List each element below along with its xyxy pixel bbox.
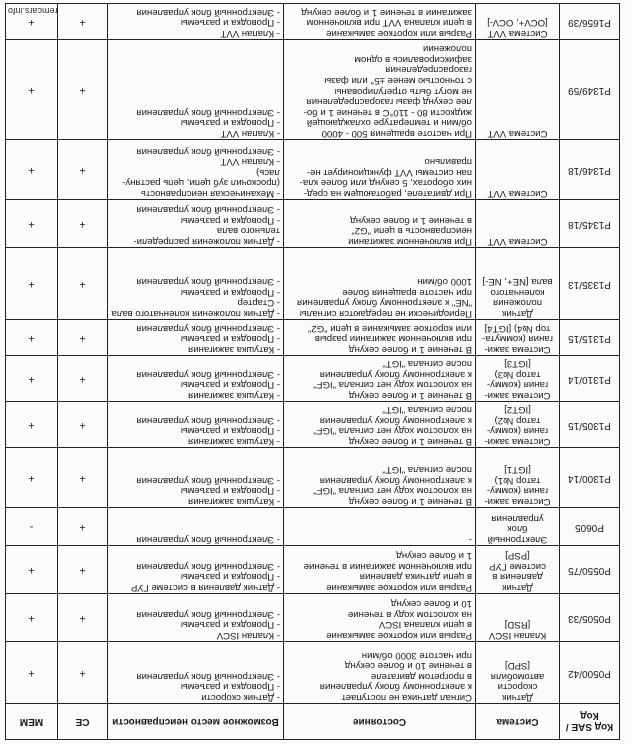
cell-condition-line: -	[468, 534, 472, 545]
cell-mem: +	[6, 200, 58, 248]
cell-failure-area-line: - Проводка и разъемы	[180, 286, 280, 298]
cell-failure-area-line: - Электронный блок управления	[136, 106, 280, 118]
cell-condition-line: на холостом ходу нет сигнала "IGF"	[313, 379, 472, 391]
cell-condition-line: в прогретом двигателе	[370, 670, 472, 682]
cell-system-line: гания (коммута-	[482, 333, 553, 345]
cell-failure-area-line: - Электронный блок управления	[136, 6, 280, 18]
cell-condition-line: жидкости 80 - 110°C в течение 1 и бо-	[303, 106, 472, 118]
table-row	[6, 4, 620, 40]
cell-condition-line: к электронному блоку управления	[319, 681, 472, 693]
cell-system-line: Система зажи-	[484, 390, 551, 401]
header-failure-area: Возможное место неисправности	[108, 704, 284, 740]
cell-condition-line: 1 и более секунд	[396, 550, 472, 562]
cell-failure-area-line: - Проводка и разъемы	[180, 17, 280, 29]
cell-failure-area-line: - Электронный блок управления	[136, 474, 280, 486]
cell-failure-area-line: - Проводка и разъемы	[180, 681, 280, 693]
cell-mem: +	[6, 140, 58, 200]
cell-failure-area-line: - Электронный блок управления	[136, 608, 280, 620]
cell-condition-line: после сигнала "IGT"	[382, 464, 472, 476]
cell-failure-area-line: - Электронный блок управления	[136, 368, 280, 380]
cell-failure-area-line: - Клапан VVT	[220, 28, 280, 39]
cell-failure-area	[108, 248, 284, 320]
cell-system-line: вала [NE+, NE-]	[482, 276, 553, 288]
table-body	[6, 4, 620, 704]
cell-failure-area	[108, 546, 284, 594]
cell-system-line: татор №1)	[494, 474, 541, 486]
cell-mem: +	[6, 4, 58, 40]
cell-system-line: коленчатого	[490, 286, 545, 298]
cell-failure-area	[108, 642, 284, 704]
cell-failure-area-line: - Проводка и разъемы	[180, 425, 280, 437]
cell-system-line: тор №4) [IGT4]	[484, 322, 551, 334]
cell-system-line: скорости	[497, 681, 538, 693]
cell-condition-line: При частоте вращения 500 - 4000	[321, 128, 472, 139]
cell-failure-area-line: - Стартер	[237, 297, 280, 309]
cell-failure-area-line: - Проводка и разъемы	[180, 333, 280, 345]
cell-condition-line: Разрыв или короткое замыкание	[326, 582, 472, 593]
cell-failure-area-line: - Электронный блок управления	[136, 276, 280, 288]
cell-ce: +	[58, 140, 108, 200]
cell-condition-line: к электронному блоку управления	[319, 368, 472, 380]
cell-condition-line: на холостом ходу в течение	[347, 608, 472, 620]
cell-system-line: [RSD]	[504, 619, 531, 631]
cell-failure-area	[108, 356, 284, 402]
table-row	[6, 320, 620, 356]
cell-system-line: [IGT1]	[504, 464, 531, 476]
cell-system-line: Система зажи-	[484, 436, 551, 447]
header-code: Код SAE / Код	[560, 704, 620, 740]
cell-system-line: Датчик	[502, 308, 533, 319]
cell-failure-area-line: - Клапан VVT	[220, 156, 280, 168]
cell-system	[476, 508, 560, 546]
cell-ce: +	[58, 594, 108, 642]
cell-failure-area-line: - Датчик положения распредели-	[133, 236, 280, 247]
cell-system-line: Система зажи-	[484, 496, 551, 507]
cell-system	[476, 402, 560, 448]
cell-ce: +	[58, 4, 108, 40]
cell-failure-area-line: - Клапан VVT	[220, 128, 280, 139]
table-row	[6, 402, 620, 448]
cell-condition-line: положении	[422, 43, 472, 55]
cell-code: P1315/15	[560, 320, 620, 356]
cell-condition-line: зажигании в течение 1 и более секунд	[301, 6, 472, 18]
cell-condition-line: в цепи клапана VVT при включенном	[306, 17, 472, 29]
cell-condition-line: пан системы VVT функционирует не-	[306, 166, 472, 178]
cell-system-line: [SPD]	[504, 660, 531, 672]
cell-condition	[284, 140, 476, 200]
cell-failure-area-line: тельного вала	[216, 225, 280, 237]
cell-failure-area	[108, 594, 284, 642]
cell-failure-area-line: - Катушка зажигания	[188, 390, 280, 401]
cell-failure-area-line: - Электронный блок управления	[136, 204, 280, 216]
cell-code: P1345/18	[560, 200, 620, 248]
cell-system	[476, 320, 560, 356]
cell-condition	[284, 4, 476, 40]
cell-system-line: [PSP]	[505, 550, 530, 562]
cell-condition-line: в течение 10 и более секунд	[344, 660, 472, 672]
cell-condition-line: после сигнала "IGT"	[382, 404, 472, 416]
cell-system-line: Система VVT	[487, 28, 548, 39]
cell-system-line: Система VVT	[487, 188, 548, 199]
cell-condition-line: 1000 об/мин	[417, 276, 472, 288]
cell-system-line: татор №3)	[494, 368, 541, 380]
cell-ce: +	[58, 508, 108, 546]
cell-failure-area-line: - Клапан ISCV	[216, 630, 280, 641]
header-system: Система	[476, 704, 560, 740]
cell-system	[476, 642, 560, 704]
cell-condition-line: после сигнала "IGT"	[382, 358, 472, 370]
cell-condition-line: лее секунд фазы газораспределения	[306, 96, 472, 108]
cell-code: P0500/42	[560, 642, 620, 704]
cell-condition-line: Периодически не передаются сигналы	[299, 308, 472, 319]
cell-system	[476, 248, 560, 320]
cell-failure-area-line: - Датчик положения коленчатого вала	[111, 308, 280, 319]
table-row	[6, 356, 620, 402]
cell-condition-line: в цепи датчика давления	[359, 571, 472, 583]
cell-condition	[284, 40, 476, 140]
cell-system-line: Система зажи-	[484, 344, 551, 355]
cell-mem: +	[6, 356, 58, 402]
cell-condition-line: на холостом ходу нет сигнала "IGF"	[313, 425, 472, 437]
cell-code: P0550/75	[560, 546, 620, 594]
cell-code: P1346/18	[560, 140, 620, 200]
cell-ce: +	[58, 248, 108, 320]
cell-mem: +	[6, 402, 58, 448]
cell-condition	[284, 320, 476, 356]
cell-ce: +	[58, 546, 108, 594]
cell-condition	[284, 508, 476, 546]
cell-system-line: автомобиля	[490, 670, 545, 682]
cell-failure-area-line: - Проводка и разъемы	[180, 571, 280, 583]
cell-failure-area-line: - Электронный блок управления	[136, 414, 280, 426]
cell-condition-line: к электронному блоку управления	[319, 474, 472, 486]
cell-condition	[284, 200, 476, 248]
cell-condition-line: в цепи клапана ISCV	[378, 619, 472, 631]
cell-code: P0605	[560, 508, 620, 546]
cell-failure-area-line: лась)	[256, 166, 280, 178]
cell-system-line: [IGT3]	[504, 358, 531, 370]
table-row	[6, 200, 620, 248]
cell-ce: +	[58, 448, 108, 508]
cell-condition	[284, 248, 476, 320]
cell-mem: +	[6, 546, 58, 594]
cell-condition	[284, 402, 476, 448]
table-row	[6, 594, 620, 642]
cell-failure-area-line: - Проводка и разъемы	[180, 619, 280, 631]
cell-condition-line: при частоте вращения более	[342, 286, 472, 298]
cell-system-line: Датчик	[502, 582, 533, 593]
cell-failure-area-line: - Электронный блок управления	[136, 560, 280, 572]
cell-system-line: Система VVT	[487, 128, 548, 139]
cell-failure-area-line: - Электронный блок управления	[136, 145, 280, 157]
watermark: remcars.info	[8, 6, 58, 16]
header-ce: CE	[58, 704, 108, 740]
cell-condition-line: Разрыв или короткое замыкание	[326, 630, 472, 641]
cell-system-line: блок	[507, 523, 528, 535]
table-row	[6, 546, 620, 594]
cell-condition	[284, 642, 476, 704]
cell-mem: +	[6, 642, 58, 704]
cell-mem: +	[6, 40, 58, 140]
cell-system	[476, 448, 560, 508]
cell-failure-area-line: - Катушка зажигания	[188, 344, 280, 355]
cell-condition-line: или короткое замыкание в цепи "G2"	[307, 322, 472, 334]
cell-failure-area-line: - Датчик давления в системе ГУР	[131, 582, 280, 593]
cell-ce: +	[58, 402, 108, 448]
cell-failure-area	[108, 448, 284, 508]
cell-condition-line: В течение 1 и более секунд	[348, 344, 472, 355]
cell-ce: +	[58, 320, 108, 356]
cell-condition-line: газораспределения	[385, 64, 472, 76]
cell-failure-area-line: - Катушка зажигания	[188, 436, 280, 447]
cell-failure-area-line: - Проводка и разъемы	[180, 117, 280, 129]
cell-system	[476, 140, 560, 200]
cell-failure-area-line: - Электронный блок управления	[136, 670, 280, 682]
cell-condition-line: при включенном зажигании в течение	[303, 560, 472, 572]
cell-code: P1310/14	[560, 356, 620, 402]
cell-system-line: Клапан ISCV	[488, 630, 547, 641]
cell-failure-area	[108, 140, 284, 200]
cell-system	[476, 356, 560, 402]
cell-ce: +	[58, 40, 108, 140]
cell-failure-area	[108, 40, 284, 140]
cell-system-line: давления в	[492, 571, 543, 583]
cell-failure-area-line: - Механическая неисправность	[140, 188, 280, 199]
cell-failure-area-line: - Проводка и разъемы	[180, 485, 280, 497]
cell-ce: +	[58, 200, 108, 248]
cell-system-line: положения	[493, 297, 542, 309]
cell-failure-area-line: - Проводка и разъемы	[180, 379, 280, 391]
cell-condition-line: Разрыв или короткое замыкание	[326, 28, 472, 39]
cell-code: P1349/59	[560, 40, 620, 140]
cell-code: P1300/14	[560, 448, 620, 508]
cell-failure-area-line: (проскочил зуб цепи, цепь растяну-	[122, 177, 280, 189]
cell-condition	[284, 448, 476, 508]
cell-system	[476, 4, 560, 40]
table-row	[6, 40, 620, 140]
table-row	[6, 248, 620, 320]
cell-condition-line: В течение 1 и более секунд	[348, 436, 472, 447]
cell-condition	[284, 594, 476, 642]
cell-condition-line: не могут быть отрегулированы	[334, 85, 472, 97]
cell-system-line: гания (комму-	[486, 379, 549, 391]
cell-failure-area	[108, 402, 284, 448]
cell-condition	[284, 356, 476, 402]
cell-code: P1335/13	[560, 248, 620, 320]
cell-system	[476, 200, 560, 248]
cell-code: P1656/39	[560, 4, 620, 40]
cell-system	[476, 40, 560, 140]
cell-mem: +	[6, 320, 58, 356]
cell-condition	[284, 546, 476, 594]
cell-condition-line: В течение 1 и более секунд	[348, 496, 472, 507]
cell-condition-line: Сигнал датчика не поступает	[341, 692, 472, 703]
header-mem: MEM	[6, 704, 58, 740]
cell-code: P1305/15	[560, 402, 620, 448]
cell-condition-line: При двигателе, работающем на сред-	[303, 188, 472, 199]
diagnostic-codes-table	[5, 3, 620, 740]
cell-condition-line: к электронному блоку управления	[319, 414, 472, 426]
header-condition: Состояние	[284, 704, 476, 740]
cell-system-line: Датчик	[502, 692, 533, 703]
cell-failure-area	[108, 320, 284, 356]
cell-system-line: управления	[491, 512, 544, 524]
cell-system-line: Система VVT	[487, 236, 548, 247]
cell-system-line: гания (комму-	[486, 425, 549, 437]
cell-mem: +	[6, 448, 58, 508]
cell-failure-area	[108, 508, 284, 546]
cell-failure-area-line: - Проводка и разъемы	[180, 214, 280, 226]
cell-ce: +	[58, 642, 108, 704]
cell-failure-area	[108, 4, 284, 40]
cell-failure-area-line: - Электронный блок управления	[136, 534, 280, 545]
cell-condition-line: В течение 1 и более секунд	[348, 390, 472, 401]
cell-condition-line: зафиксировались в одном	[354, 53, 472, 65]
cell-condition-line: на холостом ходу нет сигнала "IGF"	[313, 485, 472, 497]
cell-system-line: [OCV+, OCV-]	[487, 17, 548, 29]
cell-condition-line: 10 и более секунд	[390, 598, 472, 610]
table-row	[6, 448, 620, 508]
table-row	[6, 140, 620, 200]
cell-system	[476, 594, 560, 642]
cell-system	[476, 546, 560, 594]
cell-system-line: [IGT2]	[504, 404, 531, 416]
cell-system-line: системе ГУР	[489, 560, 546, 572]
cell-mem: +	[6, 248, 58, 320]
table-header-row	[6, 704, 620, 740]
cell-condition-line: об/мин и температуре охлаждающей	[306, 117, 472, 129]
cell-failure-area-line: - Датчик скорости	[201, 692, 280, 703]
cell-failure-area-line: - Катушка зажигания	[188, 496, 280, 507]
cell-condition-line: "NE" к электронному блоку управления	[297, 297, 472, 309]
cell-system-line: гания (комму-	[486, 485, 549, 497]
cell-condition-line: правильно	[424, 156, 472, 168]
cell-code: P0505/33	[560, 594, 620, 642]
cell-failure-area-line: - Электронный блок управления	[136, 322, 280, 334]
cell-condition-line: в течение 1 и более секунд	[350, 214, 472, 226]
cell-condition-line: При включенном зажигании	[348, 236, 472, 247]
cell-condition-line: неисправность в цепи "G2"	[351, 225, 472, 237]
cell-mem: -	[6, 508, 58, 546]
cell-condition-line: при включенном зажигании разрыв	[314, 333, 472, 345]
cell-system-line: татор №2)	[494, 414, 541, 426]
cell-ce: +	[58, 356, 108, 402]
cell-mem: +	[6, 594, 58, 642]
cell-condition-line: них оборотах, 5 секунд или более кла-	[299, 177, 472, 189]
cell-condition-line: при частоте 3000 об/мин	[361, 649, 472, 661]
cell-condition-line: с точностью менее ±5° или фазы	[324, 75, 472, 87]
table-row	[6, 642, 620, 704]
cell-failure-area	[108, 200, 284, 248]
table-row	[6, 508, 620, 546]
cell-system-line: Электронный	[487, 534, 548, 545]
